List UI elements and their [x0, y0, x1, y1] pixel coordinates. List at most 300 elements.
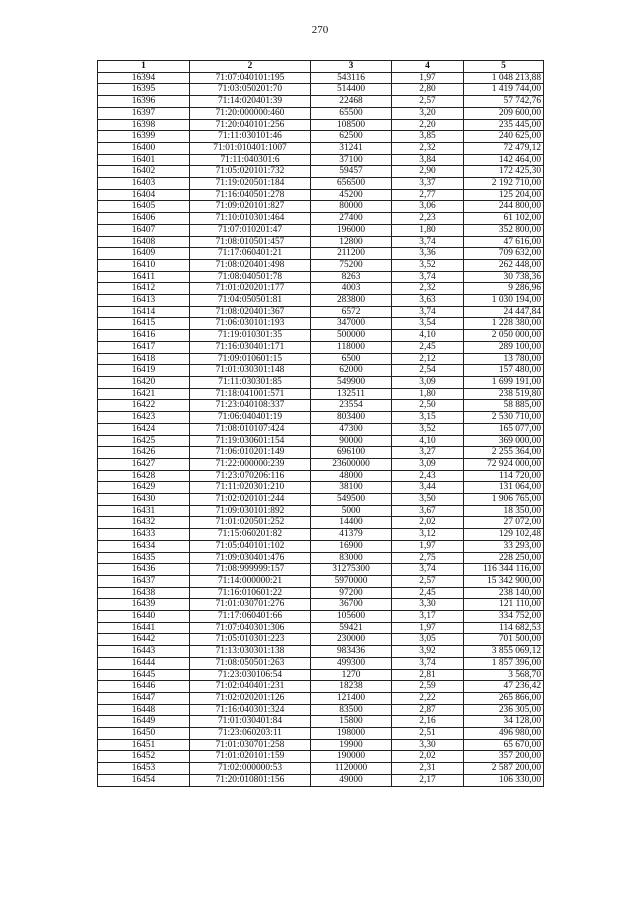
row-number-cell: 16436 — [98, 564, 190, 576]
column-header-5: 5 — [464, 61, 544, 73]
amount-cell: 262 448,00 — [464, 259, 544, 271]
cadastral-number-cell: 71:16:040501:278 — [190, 189, 311, 201]
value-cell: 105600 — [311, 611, 392, 623]
cadastral-number-cell: 71:06:040401:19 — [190, 412, 311, 424]
row-number-cell: 16394 — [98, 72, 190, 84]
row-number-cell: 16400 — [98, 142, 190, 154]
amount-cell: 357 200,00 — [464, 751, 544, 763]
amount-cell: 129 102,48 — [464, 529, 544, 541]
table-row — [98, 154, 544, 166]
row-number-cell: 16409 — [98, 248, 190, 260]
value-cell: 696100 — [311, 447, 392, 459]
coefficient-cell: 2,54 — [392, 365, 464, 377]
row-number-cell: 16431 — [98, 505, 190, 517]
amount-cell: 369 000,00 — [464, 435, 544, 447]
row-number-cell: 16419 — [98, 365, 190, 377]
cadastral-number-cell: 71:01:030701:258 — [190, 739, 311, 751]
coefficient-cell: 2,16 — [392, 716, 464, 728]
value-cell: 31275300 — [311, 564, 392, 576]
cadastral-number-cell: 71:08:040501:78 — [190, 271, 311, 283]
coefficient-cell: 3,17 — [392, 611, 464, 623]
amount-cell: 701 500,00 — [464, 634, 544, 646]
value-cell: 83500 — [311, 704, 392, 716]
table-row — [98, 763, 544, 775]
row-number-cell: 16444 — [98, 657, 190, 669]
amount-cell: 1 048 213,88 — [464, 72, 544, 84]
row-number-cell: 16437 — [98, 575, 190, 587]
value-cell: 65500 — [311, 107, 392, 119]
table-row — [98, 224, 544, 236]
cadastral-number-cell: 71:01:010401:1007 — [190, 142, 311, 154]
value-cell: 499300 — [311, 657, 392, 669]
amount-cell: 235 445,00 — [464, 119, 544, 131]
table-row — [98, 470, 544, 482]
amount-cell: 47 616,00 — [464, 236, 544, 248]
coefficient-cell: 3,67 — [392, 505, 464, 517]
cadastral-number-cell: 71:20:010801:156 — [190, 774, 311, 786]
cadastral-number-cell: 71:01:030301:148 — [190, 365, 311, 377]
row-number-cell: 16435 — [98, 552, 190, 564]
row-number-cell: 16428 — [98, 470, 190, 482]
amount-cell: 352 800,00 — [464, 224, 544, 236]
cadastral-number-cell: 71:23:060203:11 — [190, 728, 311, 740]
amount-cell: 13 780,00 — [464, 353, 544, 365]
cadastral-number-cell: 71:23:070206:116 — [190, 470, 311, 482]
cadastral-number-cell: 71:05:020101:732 — [190, 166, 311, 178]
row-number-cell: 16434 — [98, 540, 190, 552]
value-cell: 16900 — [311, 540, 392, 552]
amount-cell: 72 479,12 — [464, 142, 544, 154]
table-row — [98, 575, 544, 587]
cadastral-number-cell: 71:07:010201:47 — [190, 224, 311, 236]
row-number-cell: 16416 — [98, 330, 190, 342]
coefficient-cell: 1,97 — [392, 540, 464, 552]
cadastral-number-cell: 71:09:010601:15 — [190, 353, 311, 365]
row-number-cell: 16439 — [98, 599, 190, 611]
amount-cell: 709 632,00 — [464, 248, 544, 260]
row-number-cell: 16438 — [98, 587, 190, 599]
value-cell: 190000 — [311, 751, 392, 763]
value-cell: 118000 — [311, 341, 392, 353]
row-number-cell: 16399 — [98, 131, 190, 143]
amount-cell: 116 344 116,00 — [464, 564, 544, 576]
amount-cell: 15 342 900,00 — [464, 575, 544, 587]
value-cell: 19900 — [311, 739, 392, 751]
amount-cell: 27 072,00 — [464, 517, 544, 529]
amount-cell: 142 464,00 — [464, 154, 544, 166]
table-row — [98, 774, 544, 786]
table-row — [98, 587, 544, 599]
row-number-cell: 16432 — [98, 517, 190, 529]
coefficient-cell: 2,12 — [392, 353, 464, 365]
coefficient-cell: 2,77 — [392, 189, 464, 201]
value-cell: 108500 — [311, 119, 392, 131]
amount-cell: 1 228 380,00 — [464, 318, 544, 330]
coefficient-cell: 2,57 — [392, 575, 464, 587]
value-cell: 62500 — [311, 131, 392, 143]
column-header-4: 4 — [392, 61, 464, 73]
cadastral-number-cell: 71:19:020501:184 — [190, 178, 311, 190]
coefficient-cell: 3,92 — [392, 646, 464, 658]
table-row — [98, 201, 544, 213]
row-number-cell: 16396 — [98, 96, 190, 108]
value-cell: 4003 — [311, 283, 392, 295]
row-number-cell: 16407 — [98, 224, 190, 236]
coefficient-cell: 3,74 — [392, 271, 464, 283]
value-cell: 83000 — [311, 552, 392, 564]
row-number-cell: 16453 — [98, 763, 190, 775]
value-cell: 230000 — [311, 634, 392, 646]
value-cell: 6572 — [311, 306, 392, 318]
cadastral-number-cell: 71:16:030401:171 — [190, 341, 311, 353]
value-cell: 1120000 — [311, 763, 392, 775]
table-row — [98, 119, 544, 131]
amount-cell: 238 519,80 — [464, 388, 544, 400]
value-cell: 14400 — [311, 517, 392, 529]
table-row — [98, 739, 544, 751]
value-cell: 121400 — [311, 692, 392, 704]
table-row — [98, 482, 544, 494]
coefficient-cell: 3,06 — [392, 201, 464, 213]
amount-cell: 2 192 710,00 — [464, 178, 544, 190]
cadastral-number-cell: 71:19:010301:35 — [190, 330, 311, 342]
value-cell: 31241 — [311, 142, 392, 154]
value-cell: 549500 — [311, 494, 392, 506]
value-cell: 12800 — [311, 236, 392, 248]
amount-cell: 496 980,00 — [464, 728, 544, 740]
amount-cell: 2 530 710,00 — [464, 412, 544, 424]
coefficient-cell: 3,74 — [392, 657, 464, 669]
cadastral-number-cell: 71:23:040108:337 — [190, 400, 311, 412]
coefficient-cell: 2,50 — [392, 400, 464, 412]
cadastral-number-cell: 71:09:020101:827 — [190, 201, 311, 213]
amount-cell: 61 102,00 — [464, 213, 544, 225]
amount-cell: 57 742,76 — [464, 96, 544, 108]
value-cell: 37100 — [311, 154, 392, 166]
cadastral-number-cell: 71:16:010601:22 — [190, 587, 311, 599]
coefficient-cell: 2,80 — [392, 84, 464, 96]
table-row — [98, 552, 544, 564]
cadastral-number-cell: 71:17:060401:21 — [190, 248, 311, 260]
table-row — [98, 236, 544, 248]
value-cell: 132511 — [311, 388, 392, 400]
table-row — [98, 517, 544, 529]
cadastral-number-cell: 71:22:000000:239 — [190, 458, 311, 470]
coefficient-cell: 3,44 — [392, 482, 464, 494]
cadastral-number-cell: 71:06:010201:149 — [190, 447, 311, 459]
cadastral-number-cell: 71:07:040301:306 — [190, 622, 311, 634]
amount-cell: 1 030 194,00 — [464, 295, 544, 307]
coefficient-cell: 2,32 — [392, 283, 464, 295]
table-row — [98, 96, 544, 108]
amount-cell: 114 720,00 — [464, 470, 544, 482]
header-row — [98, 61, 544, 73]
cadastral-number-cell: 71:23:030106:54 — [190, 669, 311, 681]
row-number-cell: 16401 — [98, 154, 190, 166]
cadastral-number-cell: 71:14:020401:39 — [190, 96, 311, 108]
value-cell: 196000 — [311, 224, 392, 236]
coefficient-cell: 3,74 — [392, 564, 464, 576]
cadastral-number-cell: 71:08:050501:263 — [190, 657, 311, 669]
table-row — [98, 458, 544, 470]
amount-cell: 72 924 000,00 — [464, 458, 544, 470]
cadastral-number-cell: 71:06:030101:193 — [190, 318, 311, 330]
amount-cell: 228 250,00 — [464, 552, 544, 564]
amount-cell: 157 480,00 — [464, 365, 544, 377]
table-row — [98, 599, 544, 611]
coefficient-cell: 2,23 — [392, 213, 464, 225]
coefficient-cell: 2,43 — [392, 470, 464, 482]
amount-cell: 65 670,00 — [464, 739, 544, 751]
amount-cell: 2 587 200,00 — [464, 763, 544, 775]
row-number-cell: 16449 — [98, 716, 190, 728]
table-row — [98, 84, 544, 96]
table-row — [98, 540, 544, 552]
amount-cell: 2 050 000,00 — [464, 330, 544, 342]
coefficient-cell: 2,87 — [392, 704, 464, 716]
row-number-cell: 16425 — [98, 435, 190, 447]
amount-cell: 24 447,84 — [464, 306, 544, 318]
amount-cell: 265 866,00 — [464, 692, 544, 704]
amount-cell: 334 752,00 — [464, 611, 544, 623]
coefficient-cell: 3,30 — [392, 739, 464, 751]
cadastral-number-cell: 71:17:060401:66 — [190, 611, 311, 623]
cadastral-number-cell: 71:08:010107:424 — [190, 423, 311, 435]
value-cell: 500000 — [311, 330, 392, 342]
table-row — [98, 330, 544, 342]
table-row — [98, 435, 544, 447]
table-row — [98, 657, 544, 669]
value-cell: 514400 — [311, 84, 392, 96]
cadastral-number-cell: 71:15:060201:82 — [190, 529, 311, 541]
cadastral-number-cell: 71:20:040101:256 — [190, 119, 311, 131]
coefficient-cell: 2,32 — [392, 142, 464, 154]
row-number-cell: 16450 — [98, 728, 190, 740]
coefficient-cell: 4,10 — [392, 435, 464, 447]
table-row — [98, 646, 544, 658]
coefficient-cell: 3,15 — [392, 412, 464, 424]
coefficient-cell: 3,12 — [392, 529, 464, 541]
coefficient-cell: 2,90 — [392, 166, 464, 178]
row-number-cell: 16412 — [98, 283, 190, 295]
value-cell: 211200 — [311, 248, 392, 260]
value-cell: 8263 — [311, 271, 392, 283]
cadastral-number-cell: 71:08:010501:457 — [190, 236, 311, 248]
row-number-cell: 16426 — [98, 447, 190, 459]
cadastral-number-cell: 71:01:020101:159 — [190, 751, 311, 763]
cadastral-number-cell: 71:04:050501:81 — [190, 295, 311, 307]
value-cell: 27400 — [311, 213, 392, 225]
table-row — [98, 681, 544, 693]
table-row — [98, 318, 544, 330]
table-row — [98, 423, 544, 435]
coefficient-cell: 2,81 — [392, 669, 464, 681]
row-number-cell: 16405 — [98, 201, 190, 213]
amount-cell: 3 568,70 — [464, 669, 544, 681]
table-row — [98, 178, 544, 190]
amount-cell: 2 255 364,00 — [464, 447, 544, 459]
row-number-cell: 16406 — [98, 213, 190, 225]
coefficient-cell: 4,10 — [392, 330, 464, 342]
coefficient-cell: 1,80 — [392, 224, 464, 236]
row-number-cell: 16408 — [98, 236, 190, 248]
coefficient-cell: 2,57 — [392, 96, 464, 108]
table-row — [98, 412, 544, 424]
row-number-cell: 16429 — [98, 482, 190, 494]
table-row — [98, 365, 544, 377]
row-number-cell: 16452 — [98, 751, 190, 763]
column-header-1: 1 — [98, 61, 190, 73]
value-cell: 803400 — [311, 412, 392, 424]
table-row — [98, 447, 544, 459]
cadastral-number-cell: 71:05:010301:223 — [190, 634, 311, 646]
amount-cell: 121 110,00 — [464, 599, 544, 611]
row-number-cell: 16448 — [98, 704, 190, 716]
coefficient-cell: 3,20 — [392, 107, 464, 119]
cadastral-number-cell: 71:08:020401:367 — [190, 306, 311, 318]
cadastral-number-cell: 71:02:000000:53 — [190, 763, 311, 775]
amount-cell: 1 419 744,00 — [464, 84, 544, 96]
row-number-cell: 16451 — [98, 739, 190, 751]
value-cell: 18238 — [311, 681, 392, 693]
cadastral-number-cell: 71:13:030301:138 — [190, 646, 311, 658]
cadastral-number-cell: 71:11:030101:46 — [190, 131, 311, 143]
amount-cell: 34 128,00 — [464, 716, 544, 728]
table-row — [98, 131, 544, 143]
value-cell: 656500 — [311, 178, 392, 190]
coefficient-cell: 2,45 — [392, 587, 464, 599]
row-number-cell: 16417 — [98, 341, 190, 353]
page-number: 270 — [311, 24, 329, 36]
table-row — [98, 353, 544, 365]
table-row — [98, 716, 544, 728]
amount-cell: 1 906 765,00 — [464, 494, 544, 506]
row-number-cell: 16430 — [98, 494, 190, 506]
table-row — [98, 388, 544, 400]
cadastral-number-cell: 71:03:050201:70 — [190, 84, 311, 96]
row-number-cell: 16402 — [98, 166, 190, 178]
row-number-cell: 16427 — [98, 458, 190, 470]
amount-cell: 1 857 396,00 — [464, 657, 544, 669]
row-number-cell: 16422 — [98, 400, 190, 412]
cadastral-number-cell: 71:01:020201:177 — [190, 283, 311, 295]
table-row — [98, 166, 544, 178]
coefficient-cell: 3,52 — [392, 259, 464, 271]
cadastral-number-cell: 71:01:030701:276 — [190, 599, 311, 611]
coefficient-cell: 3,85 — [392, 131, 464, 143]
value-cell: 41379 — [311, 529, 392, 541]
coefficient-cell: 3,74 — [392, 236, 464, 248]
table-row — [98, 259, 544, 271]
cadastral-number-cell: 71:09:030401:476 — [190, 552, 311, 564]
table-row — [98, 728, 544, 740]
column-header-2: 2 — [190, 61, 311, 73]
value-cell: 983436 — [311, 646, 392, 658]
coefficient-cell: 3,30 — [392, 599, 464, 611]
cadastral-number-cell: 71:07:040101:195 — [190, 72, 311, 84]
column-header-3: 3 — [311, 61, 392, 73]
value-cell: 198000 — [311, 728, 392, 740]
data-table — [97, 60, 544, 787]
row-number-cell: 16413 — [98, 295, 190, 307]
coefficient-cell: 3,54 — [392, 318, 464, 330]
table-row — [98, 611, 544, 623]
table-row — [98, 494, 544, 506]
row-number-cell: 16445 — [98, 669, 190, 681]
value-cell: 75200 — [311, 259, 392, 271]
coefficient-cell: 2,59 — [392, 681, 464, 693]
coefficient-cell: 3,52 — [392, 423, 464, 435]
row-number-cell: 16446 — [98, 681, 190, 693]
value-cell: 549900 — [311, 376, 392, 388]
value-cell: 49000 — [311, 774, 392, 786]
table-row — [98, 283, 544, 295]
cadastral-number-cell: 71:11:020301:210 — [190, 482, 311, 494]
table-row — [98, 72, 544, 84]
value-cell: 22468 — [311, 96, 392, 108]
table-row — [98, 189, 544, 201]
amount-cell: 114 682,53 — [464, 622, 544, 634]
value-cell: 1270 — [311, 669, 392, 681]
cadastral-number-cell: 71:20:000000:460 — [190, 107, 311, 119]
cadastral-number-cell: 71:19:030601:154 — [190, 435, 311, 447]
coefficient-cell: 1,97 — [392, 622, 464, 634]
amount-cell: 1 699 191,00 — [464, 376, 544, 388]
table-row — [98, 107, 544, 119]
value-cell: 543116 — [311, 72, 392, 84]
row-number-cell: 16420 — [98, 376, 190, 388]
cadastral-number-cell: 71:02:040401:231 — [190, 681, 311, 693]
cadastral-number-cell: 71:01:020501:252 — [190, 517, 311, 529]
coefficient-cell: 3,63 — [392, 295, 464, 307]
cadastral-number-cell: 71:08:020401:498 — [190, 259, 311, 271]
coefficient-cell: 2,22 — [392, 692, 464, 704]
table-row — [98, 564, 544, 576]
cadastral-number-cell: 71:18:041001:571 — [190, 388, 311, 400]
cadastral-number-cell: 71:09:030101:892 — [190, 505, 311, 517]
coefficient-cell: 3,09 — [392, 376, 464, 388]
amount-cell: 125 204,00 — [464, 189, 544, 201]
value-cell: 59421 — [311, 622, 392, 634]
row-number-cell: 16454 — [98, 774, 190, 786]
coefficient-cell: 3,36 — [392, 248, 464, 260]
coefficient-cell: 2,31 — [392, 763, 464, 775]
value-cell: 5970000 — [311, 575, 392, 587]
amount-cell: 106 330,00 — [464, 774, 544, 786]
row-number-cell: 16395 — [98, 84, 190, 96]
amount-cell: 33 293,00 — [464, 540, 544, 552]
row-number-cell: 16415 — [98, 318, 190, 330]
amount-cell: 236 305,00 — [464, 704, 544, 716]
coefficient-cell: 2,51 — [392, 728, 464, 740]
row-number-cell: 16440 — [98, 611, 190, 623]
value-cell: 36700 — [311, 599, 392, 611]
row-number-cell: 16442 — [98, 634, 190, 646]
table-row — [98, 341, 544, 353]
table-row — [98, 306, 544, 318]
amount-cell: 165 077,00 — [464, 423, 544, 435]
coefficient-cell: 1,97 — [392, 72, 464, 84]
table-row — [98, 295, 544, 307]
value-cell: 347000 — [311, 318, 392, 330]
coefficient-cell: 2,02 — [392, 517, 464, 529]
coefficient-cell: 3,05 — [392, 634, 464, 646]
coefficient-cell: 3,84 — [392, 154, 464, 166]
coefficient-cell: 1,80 — [392, 388, 464, 400]
coefficient-cell: 2,02 — [392, 751, 464, 763]
table-row — [98, 692, 544, 704]
amount-cell: 240 625,00 — [464, 131, 544, 143]
